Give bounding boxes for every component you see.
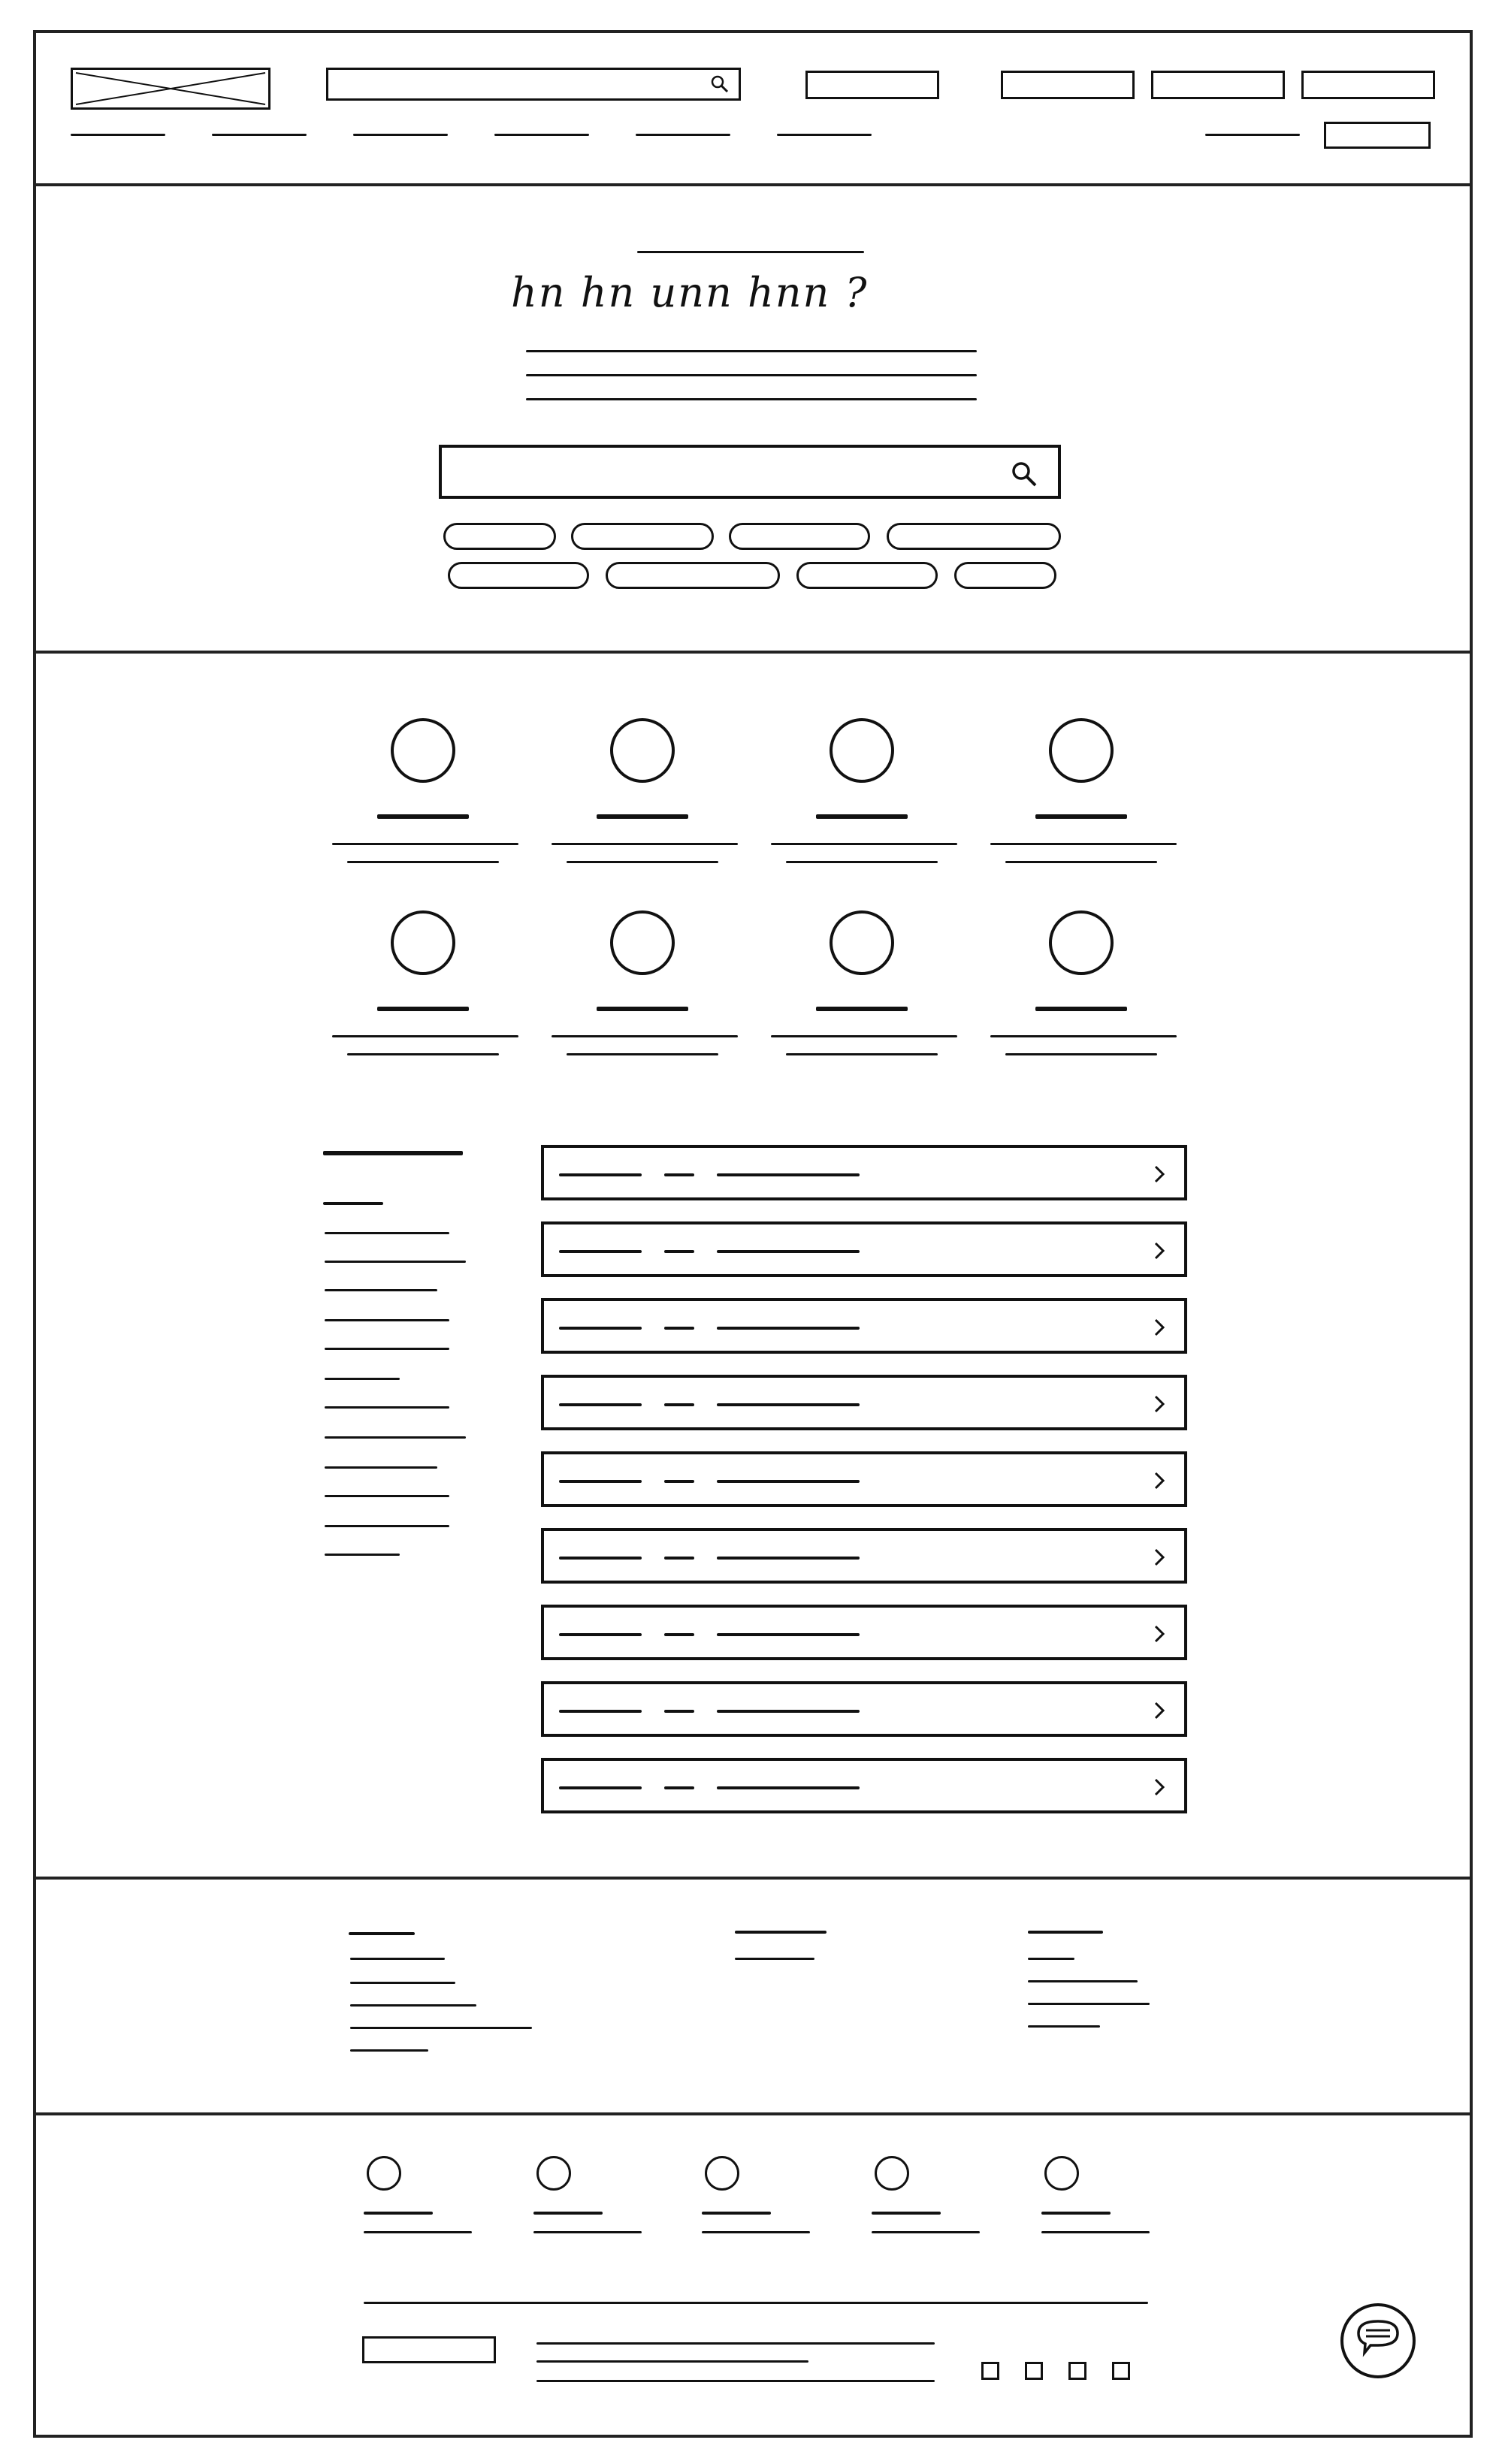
filter-item[interactable] bbox=[325, 1378, 400, 1380]
avatar bbox=[1049, 910, 1114, 975]
accordion-title bbox=[559, 1480, 642, 1483]
accordion-separator bbox=[664, 1327, 694, 1330]
filter-subheading bbox=[323, 1202, 383, 1205]
feature-desc bbox=[533, 2231, 642, 2233]
avatar bbox=[391, 910, 455, 975]
profile-meta-2 bbox=[1005, 1053, 1157, 1055]
hero-desc-line-1 bbox=[526, 350, 977, 352]
profile-meta-2 bbox=[786, 1053, 938, 1055]
feature-title bbox=[1041, 2212, 1111, 2215]
chevron-right-icon[interactable] bbox=[1150, 1318, 1169, 1337]
avatar bbox=[830, 718, 894, 783]
accordion-title bbox=[559, 1557, 642, 1560]
hero-search-input[interactable] bbox=[439, 445, 1061, 499]
profile-meta-2 bbox=[1005, 861, 1157, 863]
chevron-right-icon[interactable] bbox=[1150, 1701, 1169, 1720]
footer-col-1-link[interactable] bbox=[350, 2027, 532, 2029]
accordion-subtitle bbox=[717, 1633, 860, 1636]
profile-meta-1 bbox=[771, 843, 957, 845]
hero-desc-line-3 bbox=[526, 398, 977, 400]
chevron-right-icon[interactable] bbox=[1150, 1164, 1169, 1184]
profile-meta-1 bbox=[552, 843, 738, 845]
tag-chip-2[interactable] bbox=[571, 523, 714, 550]
accordion-subtitle bbox=[717, 1327, 860, 1330]
profile-name bbox=[597, 814, 688, 819]
accordion-separator bbox=[664, 1710, 694, 1713]
footer-col-3-link[interactable] bbox=[1028, 2003, 1150, 2005]
profile-name bbox=[597, 1007, 688, 1011]
footer-col-3-link[interactable] bbox=[1028, 2025, 1100, 2028]
hero-eyebrow bbox=[637, 251, 864, 253]
footer-legal-line-1 bbox=[536, 2342, 935, 2345]
footer-col-3-heading bbox=[1028, 1931, 1103, 1934]
feature-icon bbox=[1044, 2156, 1079, 2191]
accordion-title bbox=[559, 1173, 642, 1176]
accordion-title bbox=[559, 1403, 642, 1406]
footer-col-1-link[interactable] bbox=[350, 1982, 455, 1984]
social-icon-4[interactable] bbox=[1112, 2362, 1130, 2380]
feature-title bbox=[364, 2212, 433, 2215]
profile-meta-1 bbox=[990, 1035, 1177, 1037]
header-button-primary[interactable] bbox=[805, 71, 939, 99]
accordion-item-1[interactable] bbox=[541, 1145, 1187, 1200]
accordion-separator bbox=[664, 1786, 694, 1789]
search-icon[interactable] bbox=[1010, 460, 1040, 490]
profile-meta-2 bbox=[786, 861, 938, 863]
chevron-right-icon[interactable] bbox=[1150, 1624, 1169, 1644]
accordion-subtitle bbox=[717, 1480, 860, 1483]
filter-item[interactable] bbox=[325, 1289, 437, 1291]
footer-legal-line-3 bbox=[536, 2380, 935, 2382]
social-icon-2[interactable] bbox=[1025, 2362, 1043, 2380]
footer-legal-line-2 bbox=[536, 2360, 808, 2363]
avatar bbox=[391, 718, 455, 783]
accordion-item-6[interactable] bbox=[541, 1528, 1187, 1584]
accordion-item-2[interactable] bbox=[541, 1221, 1187, 1277]
social-icon-3[interactable] bbox=[1068, 2362, 1086, 2380]
feature-desc bbox=[364, 2231, 472, 2233]
accordion-separator bbox=[664, 1557, 694, 1560]
tag-chip-5[interactable] bbox=[448, 562, 589, 589]
chat-bubble-icon[interactable] bbox=[1339, 2302, 1417, 2380]
links-divider bbox=[33, 2112, 1473, 2115]
filter-item[interactable] bbox=[325, 1319, 449, 1321]
accordion-separator bbox=[664, 1480, 694, 1483]
feature-desc bbox=[872, 2231, 980, 2233]
feature-icon bbox=[367, 2156, 401, 2191]
footer-col-1-link[interactable] bbox=[350, 2004, 476, 2007]
footer-bottom-divider bbox=[364, 2302, 1148, 2304]
filter-item[interactable] bbox=[325, 1436, 466, 1439]
accordion-title bbox=[559, 1633, 642, 1636]
feature-icon bbox=[875, 2156, 909, 2191]
accordion-title bbox=[559, 1327, 642, 1330]
header-right-link[interactable] bbox=[1205, 134, 1300, 136]
profile-meta-1 bbox=[332, 1035, 518, 1037]
footer-col-2-link[interactable] bbox=[735, 1958, 814, 1960]
footer-col-3-link[interactable] bbox=[1028, 1958, 1074, 1960]
avatar bbox=[610, 910, 675, 975]
accordion-item-5[interactable] bbox=[541, 1451, 1187, 1507]
feature-desc bbox=[702, 2231, 810, 2233]
hero-desc-line-2 bbox=[526, 374, 977, 376]
accordion-item-8[interactable] bbox=[541, 1681, 1187, 1737]
feature-icon bbox=[536, 2156, 571, 2191]
tag-chip-8[interactable] bbox=[954, 562, 1056, 589]
filter-item[interactable] bbox=[325, 1232, 449, 1234]
header-button-2[interactable] bbox=[1151, 71, 1285, 99]
header-search-input[interactable] bbox=[326, 68, 741, 101]
profile-name bbox=[816, 814, 908, 819]
accordion-item-3[interactable] bbox=[541, 1298, 1187, 1354]
header-button-1[interactable] bbox=[1001, 71, 1135, 99]
accordion-separator bbox=[664, 1403, 694, 1406]
tag-chip-1[interactable] bbox=[443, 523, 556, 550]
chevron-right-icon[interactable] bbox=[1150, 1241, 1169, 1261]
accordion-subtitle bbox=[717, 1786, 860, 1789]
accordion-separator bbox=[664, 1250, 694, 1253]
filter-item[interactable] bbox=[325, 1525, 449, 1527]
nav-item-4[interactable] bbox=[494, 134, 589, 136]
logo-placeholder[interactable] bbox=[71, 68, 270, 110]
avatar bbox=[1049, 718, 1114, 783]
profile-meta-1 bbox=[332, 843, 518, 845]
search-icon[interactable] bbox=[710, 74, 730, 94]
profile-meta-1 bbox=[990, 843, 1177, 845]
profile-meta-2 bbox=[347, 861, 499, 863]
accordion-separator bbox=[664, 1173, 694, 1176]
chevron-right-icon[interactable] bbox=[1150, 1548, 1169, 1567]
profile-name bbox=[377, 814, 469, 819]
content-divider bbox=[33, 1877, 1473, 1880]
chevron-right-icon[interactable] bbox=[1150, 1394, 1169, 1414]
filter-item[interactable] bbox=[325, 1466, 437, 1469]
login-button[interactable] bbox=[1324, 122, 1431, 149]
avatar bbox=[830, 910, 894, 975]
feature-title bbox=[533, 2212, 603, 2215]
accordion-subtitle bbox=[717, 1710, 860, 1713]
filter-item[interactable] bbox=[325, 1348, 449, 1350]
feature-title bbox=[872, 2212, 941, 2215]
image-placeholder-icon bbox=[73, 70, 268, 107]
footer-col-1-link[interactable] bbox=[350, 2049, 428, 2052]
accordion-title bbox=[559, 1786, 642, 1789]
profile-meta-2 bbox=[347, 1053, 499, 1055]
accordion-title bbox=[559, 1250, 642, 1253]
tag-chip-3[interactable] bbox=[729, 523, 870, 550]
header-button-3[interactable] bbox=[1301, 71, 1435, 99]
accordion-separator bbox=[664, 1633, 694, 1636]
tag-chip-6[interactable] bbox=[606, 562, 780, 589]
footer-col-3-link[interactable] bbox=[1028, 1980, 1138, 1982]
accordion-item-4[interactable] bbox=[541, 1375, 1187, 1430]
profile-name bbox=[377, 1007, 469, 1011]
tag-chip-7[interactable] bbox=[796, 562, 938, 589]
filter-item[interactable] bbox=[325, 1261, 466, 1263]
nav-item-1[interactable] bbox=[71, 134, 165, 136]
filter-item[interactable] bbox=[325, 1495, 449, 1497]
profile-name bbox=[1035, 814, 1127, 819]
nav-item-2[interactable] bbox=[212, 134, 307, 136]
tag-chip-4[interactable] bbox=[887, 523, 1061, 550]
accordion-item-9[interactable] bbox=[541, 1758, 1187, 1813]
avatar bbox=[610, 718, 675, 783]
footer-col-1-link[interactable] bbox=[350, 1958, 445, 1960]
header-divider bbox=[33, 183, 1473, 186]
filter-item[interactable] bbox=[325, 1406, 449, 1409]
social-icon-1[interactable] bbox=[981, 2362, 999, 2380]
accordion-subtitle bbox=[717, 1403, 860, 1406]
accordion-subtitle bbox=[717, 1173, 860, 1176]
feature-title bbox=[702, 2212, 771, 2215]
nav-item-5[interactable] bbox=[636, 134, 730, 136]
chevron-right-icon[interactable] bbox=[1150, 1471, 1169, 1490]
nav-item-3[interactable] bbox=[353, 134, 448, 136]
profile-name bbox=[1035, 1007, 1127, 1011]
accordion-subtitle bbox=[717, 1250, 860, 1253]
hero-title: hn hn unn hnn ? bbox=[511, 269, 869, 316]
accordion-subtitle bbox=[717, 1557, 860, 1560]
filter-heading bbox=[323, 1151, 463, 1155]
profile-meta-2 bbox=[567, 1053, 718, 1055]
accordion-item-7[interactable] bbox=[541, 1605, 1187, 1660]
hero-divider bbox=[33, 651, 1473, 654]
filter-item[interactable] bbox=[325, 1554, 400, 1556]
footer-col-2-heading bbox=[735, 1931, 827, 1934]
profile-meta-1 bbox=[552, 1035, 738, 1037]
footer-button[interactable] bbox=[362, 2336, 496, 2363]
feature-icon bbox=[705, 2156, 739, 2191]
nav-item-6[interactable] bbox=[777, 134, 872, 136]
profile-meta-2 bbox=[567, 861, 718, 863]
profile-meta-1 bbox=[771, 1035, 957, 1037]
feature-desc bbox=[1041, 2231, 1150, 2233]
footer-col-1-heading bbox=[349, 1932, 415, 1935]
profile-name bbox=[816, 1007, 908, 1011]
accordion-title bbox=[559, 1710, 642, 1713]
chevron-right-icon[interactable] bbox=[1150, 1777, 1169, 1797]
